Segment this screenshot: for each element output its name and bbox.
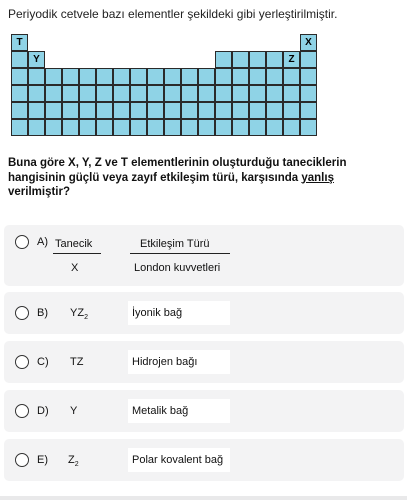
element-cell (11, 68, 28, 85)
element-cell (198, 119, 215, 136)
choice-d-particle: Y (70, 405, 78, 417)
element-cell (300, 119, 317, 136)
element-cell (249, 85, 266, 102)
choice-d-interaction: Metalik bağ (132, 405, 189, 417)
element-cell (11, 51, 28, 68)
element-cell (283, 85, 300, 102)
element-cell (300, 102, 317, 119)
question-text (8, 156, 368, 200)
element-cell (113, 102, 130, 119)
element-cell (249, 51, 266, 68)
choice-e[interactable] (4, 439, 404, 481)
element-cell (300, 68, 317, 85)
choice-c-interaction: Hidrojen bağı (132, 356, 198, 368)
element-cell (113, 68, 130, 85)
radio-button-e[interactable] (15, 453, 29, 467)
choice-b-interaction: İyonik bağ (132, 307, 183, 319)
element-cell-z: Z (283, 51, 300, 68)
element-cell (266, 51, 283, 68)
element-cell (266, 119, 283, 136)
question-underlined-word: yanlış (301, 171, 334, 184)
element-cell (164, 85, 181, 102)
choice-a-particle: X (71, 262, 79, 274)
element-cell (232, 68, 249, 85)
element-cell (45, 119, 62, 136)
element-cell (147, 102, 164, 119)
element-cell (11, 119, 28, 136)
element-cell (215, 51, 232, 68)
element-cell (164, 68, 181, 85)
element-cell (79, 102, 96, 119)
choice-b-particle-subscript: 2 (84, 314, 88, 322)
choice-e-interaction: Polar kovalent bağ (132, 454, 224, 466)
element-cell-t: T (11, 34, 28, 51)
element-cell (62, 119, 79, 136)
choice-a-interaction: London kuvvetleri (134, 262, 221, 274)
element-cell (113, 119, 130, 136)
element-cell (181, 119, 198, 136)
element-cell (198, 102, 215, 119)
choice-e-particle-subscript: 2 (74, 461, 79, 469)
element-cell (283, 68, 300, 85)
choice-e-particle-base: Z (68, 454, 75, 466)
choice-letter-b: B) (37, 307, 48, 319)
element-cell (45, 85, 62, 102)
element-cell (232, 85, 249, 102)
element-cell (96, 68, 113, 85)
element-cell (266, 102, 283, 119)
element-cell (79, 68, 96, 85)
element-cell (28, 85, 45, 102)
choice-b-particle (70, 307, 88, 321)
element-cell (11, 85, 28, 102)
element-cell (181, 85, 198, 102)
element-cell (79, 85, 96, 102)
element-cell (215, 119, 232, 136)
element-cell (130, 119, 147, 136)
choice-b[interactable] (4, 292, 404, 334)
element-cell (300, 85, 317, 102)
element-cell (28, 119, 45, 136)
element-cell (28, 102, 45, 119)
choice-c-particle: TZ (70, 356, 84, 368)
element-cell (45, 68, 62, 85)
element-cell (266, 68, 283, 85)
element-cell (215, 85, 232, 102)
element-cell (147, 119, 164, 136)
radio-button-b[interactable] (15, 306, 29, 320)
element-cell (181, 102, 198, 119)
choice-c[interactable] (4, 341, 404, 383)
question-text-part1: Buna göre X, Y, Z ve T elementlerinin oluşturduğu taneciklerin hangisinin güçlü veya zayıf etkileşim türü, karşısında (8, 157, 347, 184)
radio-button-a[interactable] (15, 235, 29, 249)
element-cell (147, 68, 164, 85)
element-cell (232, 119, 249, 136)
choice-letter-e: E) (37, 454, 48, 466)
choice-letter-c: C) (37, 356, 49, 368)
element-cell (79, 119, 96, 136)
element-cell (164, 119, 181, 136)
element-cell (300, 51, 317, 68)
element-cell (130, 102, 147, 119)
element-cell (181, 68, 198, 85)
element-cell (62, 102, 79, 119)
choice-letter-d: D) (37, 405, 49, 417)
question-text-part2: verilmiştir? (8, 186, 70, 198)
element-cell (62, 85, 79, 102)
choice-e-particle (68, 454, 79, 468)
element-cell (28, 68, 45, 85)
radio-button-c[interactable] (15, 355, 29, 369)
element-cell (283, 102, 300, 119)
element-cell (249, 68, 266, 85)
element-cell (215, 102, 232, 119)
element-cell (198, 85, 215, 102)
element-cell (266, 85, 283, 102)
choice-letter-a: A) (37, 236, 48, 248)
choice-a[interactable] (4, 225, 404, 286)
element-cell (130, 85, 147, 102)
element-cell (283, 119, 300, 136)
element-cell (198, 68, 215, 85)
element-cell (130, 68, 147, 85)
element-cell (147, 85, 164, 102)
header-interaction: Etkileşim Türü (130, 238, 230, 254)
element-cell (96, 85, 113, 102)
question-stem: Periyodik cetvele bazı elementler şekildeki gibi yerleştirilmiştir. (8, 7, 338, 21)
element-cell (232, 102, 249, 119)
element-cell (164, 102, 181, 119)
element-cell (11, 102, 28, 119)
element-cell (249, 119, 266, 136)
element-cell (45, 102, 62, 119)
element-cell (113, 85, 130, 102)
element-cell (96, 119, 113, 136)
element-cell (215, 68, 232, 85)
periodic-table-figure (11, 34, 317, 152)
element-cell (232, 51, 249, 68)
choice-d[interactable] (4, 390, 404, 432)
element-cell-x: X (300, 34, 317, 51)
element-cell (96, 102, 113, 119)
element-cell (249, 102, 266, 119)
choice-b-particle-base: YZ (70, 307, 85, 319)
header-particle: Tanecik (53, 238, 101, 254)
element-cell (62, 68, 79, 85)
radio-button-d[interactable] (15, 404, 29, 418)
bottom-divider (0, 496, 407, 500)
element-cell-y: Y (28, 51, 45, 68)
